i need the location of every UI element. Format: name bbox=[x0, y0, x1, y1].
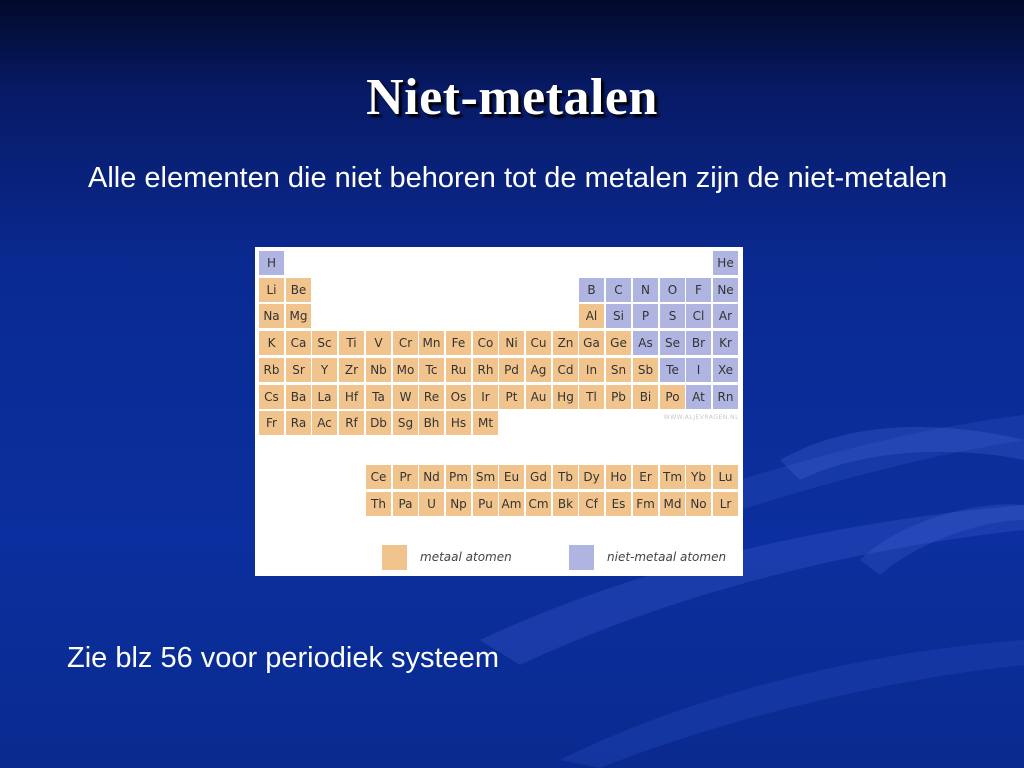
element-cell-er: Er bbox=[633, 465, 658, 489]
element-cell-dy: Dy bbox=[579, 465, 604, 489]
element-cell-f: F bbox=[686, 278, 711, 302]
element-cell-po: Po bbox=[660, 385, 685, 409]
element-cell-ni: Ni bbox=[499, 331, 524, 355]
element-cell-hs: Hs bbox=[446, 411, 471, 435]
element-cell-rb: Rb bbox=[259, 358, 284, 382]
element-cell-n: N bbox=[633, 278, 658, 302]
element-cell-c: C bbox=[606, 278, 631, 302]
element-cell-au: Au bbox=[526, 385, 551, 409]
element-cell-os: Os bbox=[446, 385, 471, 409]
element-cell-tl: Tl bbox=[579, 385, 604, 409]
element-cell-si: Si bbox=[606, 304, 631, 328]
element-cell-hf: Hf bbox=[339, 385, 364, 409]
element-cell-na: Na bbox=[259, 304, 284, 328]
element-cell-pm: Pm bbox=[446, 465, 471, 489]
element-cell-ra: Ra bbox=[286, 411, 311, 435]
element-cell-sr: Sr bbox=[286, 358, 311, 382]
element-cell-cl: Cl bbox=[686, 304, 711, 328]
element-cell-bi: Bi bbox=[633, 385, 658, 409]
element-cell-mt: Mt bbox=[473, 411, 498, 435]
element-cell-cd: Cd bbox=[553, 358, 578, 382]
element-cell-fm: Fm bbox=[633, 492, 658, 516]
element-cell-lr: Lr bbox=[713, 492, 738, 516]
element-cell-b: B bbox=[579, 278, 604, 302]
periodic-table-watermark: WWW.ALJEVRAGEN.NL bbox=[663, 414, 739, 421]
element-cell-ac: Ac bbox=[312, 411, 337, 435]
element-cell-eu: Eu bbox=[499, 465, 524, 489]
element-cell-v: V bbox=[366, 331, 391, 355]
element-cell-sg: Sg bbox=[393, 411, 418, 435]
element-cell-hg: Hg bbox=[553, 385, 578, 409]
element-cell-cu: Cu bbox=[526, 331, 551, 355]
slide-title: Niet-metalen bbox=[366, 69, 658, 126]
element-cell-cr: Cr bbox=[393, 331, 418, 355]
element-cell-nb: Nb bbox=[366, 358, 391, 382]
element-cell-co: Co bbox=[473, 331, 498, 355]
element-cell-rh: Rh bbox=[473, 358, 498, 382]
element-cell-np: Np bbox=[446, 492, 471, 516]
element-cell-pa: Pa bbox=[393, 492, 418, 516]
element-cell-li: Li bbox=[259, 278, 284, 302]
element-cell-es: Es bbox=[606, 492, 631, 516]
element-cell-sb: Sb bbox=[633, 358, 658, 382]
element-cell-sn: Sn bbox=[606, 358, 631, 382]
element-cell-pu: Pu bbox=[473, 492, 498, 516]
element-cell-he: He bbox=[713, 251, 738, 275]
element-cell-kr: Kr bbox=[713, 331, 738, 355]
element-cell-xe: Xe bbox=[713, 358, 738, 382]
element-cell-zr: Zr bbox=[339, 358, 364, 382]
element-cell-in: In bbox=[579, 358, 604, 382]
slide-body-text: Alle elementen die niet behoren tot de metalen zijn de niet-metalen bbox=[88, 162, 948, 194]
element-cell-pr: Pr bbox=[393, 465, 418, 489]
element-cell-s: S bbox=[660, 304, 685, 328]
element-cell-y: Y bbox=[312, 358, 337, 382]
element-cell-i: I bbox=[686, 358, 711, 382]
element-cell-bk: Bk bbox=[553, 492, 578, 516]
element-cell-ce: Ce bbox=[366, 465, 391, 489]
element-cell-se: Se bbox=[660, 331, 685, 355]
legend-metal-swatch bbox=[382, 545, 407, 570]
element-cell-fe: Fe bbox=[446, 331, 471, 355]
element-cell-th: Th bbox=[366, 492, 391, 516]
element-cell-mn: Mn bbox=[419, 331, 444, 355]
element-cell-ag: Ag bbox=[526, 358, 551, 382]
element-cell-la: La bbox=[312, 385, 337, 409]
element-cell-sc: Sc bbox=[312, 331, 337, 355]
element-cell-sm: Sm bbox=[473, 465, 498, 489]
element-cell-u: U bbox=[419, 492, 444, 516]
element-cell-o: O bbox=[660, 278, 685, 302]
element-cell-ir: Ir bbox=[473, 385, 498, 409]
element-cell-am: Am bbox=[499, 492, 524, 516]
element-cell-p: P bbox=[633, 304, 658, 328]
element-cell-gd: Gd bbox=[526, 465, 551, 489]
element-cell-k: K bbox=[259, 331, 284, 355]
legend-nonmetal-label: niet-metaal atomen bbox=[607, 550, 727, 564]
element-cell-ho: Ho bbox=[606, 465, 631, 489]
legend-nonmetal-swatch bbox=[569, 545, 594, 570]
element-cell-cs: Cs bbox=[259, 385, 284, 409]
element-cell-ba: Ba bbox=[286, 385, 311, 409]
element-cell-tc: Tc bbox=[419, 358, 444, 382]
element-cell-zn: Zn bbox=[553, 331, 578, 355]
slide-footer-text: Zie blz 56 voor periodiek systeem bbox=[67, 642, 499, 674]
element-cell-ge: Ge bbox=[606, 331, 631, 355]
element-cell-rf: Rf bbox=[339, 411, 364, 435]
element-cell-pt: Pt bbox=[499, 385, 524, 409]
element-cell-at: At bbox=[686, 385, 711, 409]
element-cell-h: H bbox=[259, 251, 284, 275]
element-cell-ta: Ta bbox=[366, 385, 391, 409]
element-cell-db: Db bbox=[366, 411, 391, 435]
periodic-table-figure bbox=[255, 247, 743, 576]
element-cell-mo: Mo bbox=[393, 358, 418, 382]
element-cell-br: Br bbox=[686, 331, 711, 355]
element-cell-lu: Lu bbox=[713, 465, 738, 489]
element-cell-ti: Ti bbox=[339, 331, 364, 355]
element-cell-mg: Mg bbox=[286, 304, 311, 328]
element-cell-te: Te bbox=[660, 358, 685, 382]
element-cell-md: Md bbox=[660, 492, 685, 516]
element-cell-ne: Ne bbox=[713, 278, 738, 302]
element-cell-yb: Yb bbox=[686, 465, 711, 489]
element-cell-re: Re bbox=[419, 385, 444, 409]
element-cell-ga: Ga bbox=[579, 331, 604, 355]
element-cell-nd: Nd bbox=[419, 465, 444, 489]
element-cell-fr: Fr bbox=[259, 411, 284, 435]
element-cell-pb: Pb bbox=[606, 385, 631, 409]
element-cell-ru: Ru bbox=[446, 358, 471, 382]
element-cell-bh: Bh bbox=[419, 411, 444, 435]
element-cell-w: W bbox=[393, 385, 418, 409]
element-cell-cm: Cm bbox=[526, 492, 551, 516]
element-cell-cf: Cf bbox=[579, 492, 604, 516]
element-cell-ar: Ar bbox=[713, 304, 738, 328]
element-cell-tm: Tm bbox=[660, 465, 685, 489]
element-cell-be: Be bbox=[286, 278, 311, 302]
element-cell-tb: Tb bbox=[553, 465, 578, 489]
element-cell-as: As bbox=[633, 331, 658, 355]
element-cell-al: Al bbox=[579, 304, 604, 328]
element-cell-pd: Pd bbox=[499, 358, 524, 382]
element-cell-ca: Ca bbox=[286, 331, 311, 355]
element-cell-no: No bbox=[686, 492, 711, 516]
element-cell-rn: Rn bbox=[713, 385, 738, 409]
legend-metal-label: metaal atomen bbox=[420, 550, 512, 564]
